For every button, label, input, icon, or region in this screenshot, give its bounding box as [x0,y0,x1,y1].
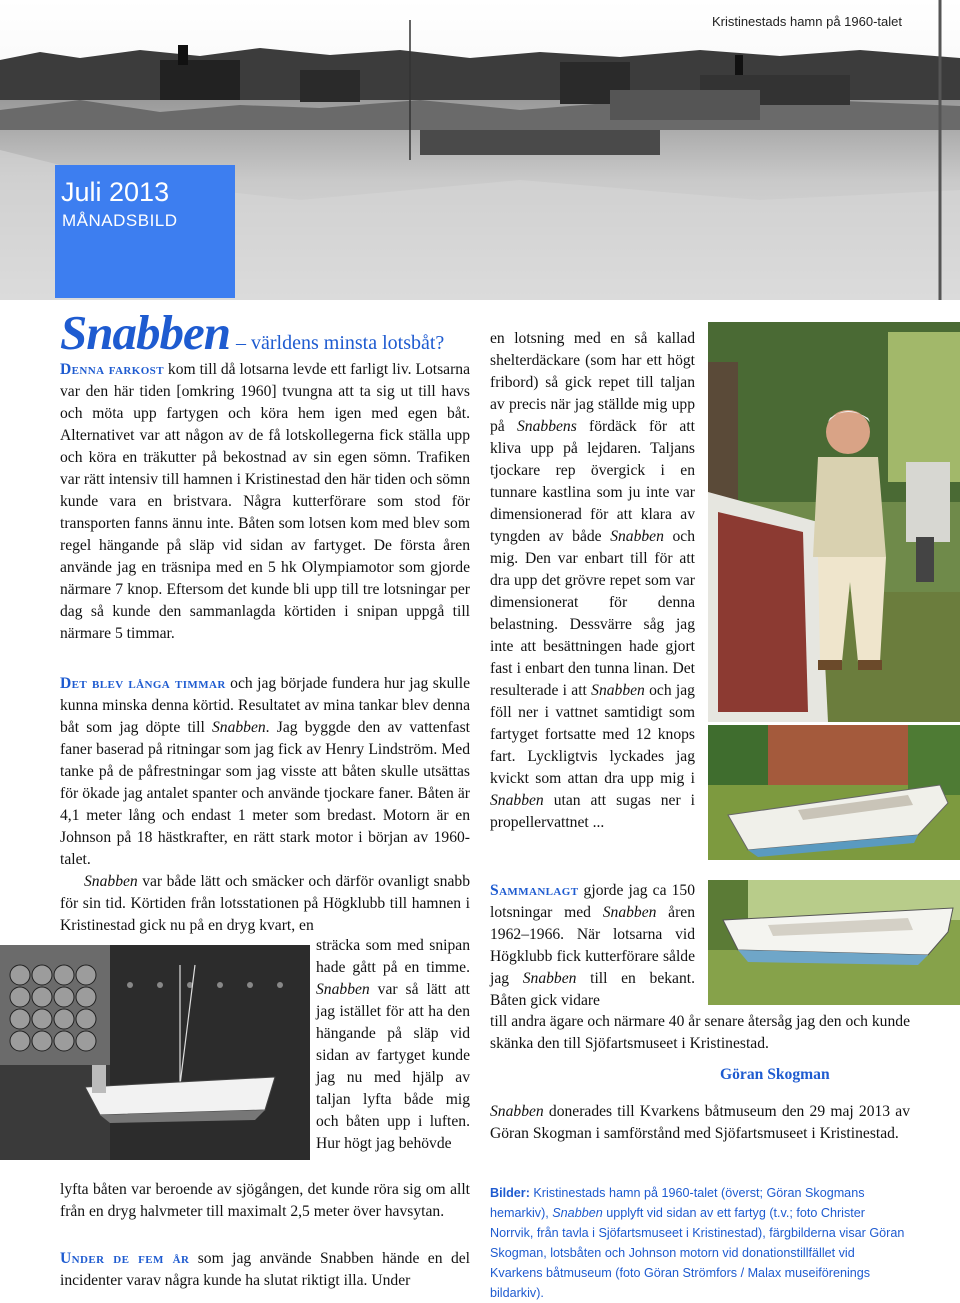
month-badge [55,165,235,298]
paragraph-text: utan att sugas ner i propellervattnet ... [490,792,695,831]
paragraph-text: och jag började fundera hur jag skulle kunna minska denna körtid. Resultatet av mina tankar blev denna båt som jag döpte till [60,675,470,736]
boat-name: Snabben [602,904,657,921]
column-2-paragraph-1 [490,328,695,834]
article-title [60,304,444,361]
paragraph-text: gjorde jag ca 150 lotsningar med [490,882,695,921]
month-subtitle: MÅNADSBILD [62,211,178,230]
boat-on-grass-photo [708,725,960,860]
paragraph-text: kom till då lotsarna levde ett farligt liv. Lotsarna var den här tiden [omkring 1960] tvungna att ta sig ut till havs och möta upp fartygen och köra hem igen med egen båt. Alternativet var att någon av de få lotskollegerna fick ställa upp och köra en träkutter på bekostnad av sin egen sömn. Trafiken var rätt intensiv till hamnen i Kristinestad den här tiden och sömn kunde vara en bristvara. Några kutterförare som stod för transporten fanns ännu inte. Båten som lotsen kom med blev som regel hängande på släp vid sidan av fartyget. De första åren använde jag en träsnipa med en 5 hk Olympiamotor som gjorde närmare 7 knop. Eftersom det kunde bli upp till tre lotsningar per dag så kunde den sammanlagda körtiden i snipan uppgå till närmare 5 timmar. [60,361,471,642]
boat-name: Snabbens [517,418,577,435]
paragraph-text: var både lätt och smäcker och därför ovanligt snabb för sin tid. Körtiden från lotsstationen på Högklubb till hamnen i Kristinestad gick nu på en dryg kvart, en [60,873,470,934]
boat-name: Snabben [522,970,577,987]
paragraph-text: sträcka som med snipan hade gått på en timme. [316,937,470,976]
running-title: Kristinestads hamn på 1960-talet [711,14,902,29]
lead-in: Under de fem år [60,1250,190,1267]
paragraph-text: och jag föll ner i vattnet samtidigt som fartyget fortsatte med 12 knops fart. Lyckligtvis lyckades jag kvickt som attan dra upp mig i [490,682,695,787]
boat-name: Snabben [84,873,138,890]
paragraph-text: åren 1962–1966. När lotsarna vid Högklubb fick kutterförare sålde jag [490,904,696,987]
paragraph-1 [60,359,470,645]
paragraph-text: och mig. Den var enbart till för att dra upp det grövre repet som var dimensionerat för denna belastning. Dessvärre såg jag inte att besättningen hade gjort fast i enbart den tunna linan. Det resulterade i att [490,528,695,699]
column-2-paragraph-2-end: till andra ägare och närmare 40 år senare återsåg jag den och kunde skänka den till Sjöfartsmuseet i Kristinestad. [490,1013,910,1052]
paragraph-3-end: lyfta båten var beroende av sjögången, det kunde röra sig om allt från en dryg halvmeter till maximalt 2,5 meter över havsytan. [60,1181,470,1220]
caption-text: Kristinestads hamn på 1960-talet (överst; Göran Skogmans hemarkiv), [490,1186,865,1220]
lead-in: Denna farkost [60,361,164,378]
boat-closeup-photo [708,880,960,1005]
author-signature: Göran Skogman [720,1066,830,1083]
paragraph-2 [60,673,470,937]
paragraph-text: . Jag byggde den av vattenfast faner baserad på ritningar som jag fick av Henry Lindström. Med tanke på de påfrestningar som jag visste att båten skulle utsättas för ökade jag antalet spanter och använde tjockare faner. Båten är 4,1 meter lång och endast 1 meter som bredast. Motorn är en Johnson på 18 hästkrafter, en rätt stark motor i början av 1960-talet. [60,719,471,868]
paragraph-text: var så lätt att jag istället för att ha den hängande på släp vid sidan av fartyget kunde jag nu med hjälp av taljan lyfta både mig och båten upp i luften. Hur högt jag behövde [316,981,470,1152]
month-label: Juli 2013 [61,177,170,207]
man-with-boat-photo [708,322,960,722]
boat-name: Snabben [211,719,266,736]
paragraph-text: fördäck för att kliva upp på lejdaren. Taljans tjockare rep övergick i en tunnare kastlina som ju inte var dimensionerad för att klara av tyngden av både [490,418,695,545]
lead-in: Det blev långa timmar [60,675,226,692]
wrapped-text [316,935,470,1155]
caption-lead: Bilder: [490,1186,530,1200]
column-2-paragraph-2 [490,880,695,1012]
paragraph-text: en lotsning med en så kallad shelterdäckare (som har ett högt fribord) så gick repet till taljan av precis när jag ställde mig upp på [490,330,695,435]
boat-hoisted-photo [0,945,310,1160]
boat-name: Snabben [316,981,370,998]
paragraph-text: donerades till Kvarkens båtmuseum den 29 maj 2013 av Göran Skogman i samförstånd med Sjöfartsmuseet i Kristinestad. [490,1103,910,1142]
boat-name: Snabben [610,528,664,545]
boat-name: Snabben [591,682,645,699]
title-subtitle: – världens minsta lotsbåt? [236,332,445,354]
boat-name: Snabben [490,1103,544,1120]
lead-in: Sammanlagt [490,882,579,899]
boat-name: Snabben [490,792,544,809]
paragraph-text: till en bekant. Båten gick vidare [490,970,695,1009]
title-main: Snabben [60,305,231,360]
paragraph-4 [60,1248,470,1292]
paragraph-text: som jag använde Snabben hände en del incidenter varav några kunde ha slutat riktigt illa. Under [60,1250,470,1289]
image-caption [490,1183,910,1303]
boat-name: Snabben [552,1206,603,1220]
caption-text: upplyft vid sidan av ett fartyg (t.v.; foto Christer Norrvik, från tavla i Sjöfartsmuseet i Kristinestad), färgbilderna visar Göran Skogman, lotsbåten och Johnson motorn vid donationstillfället vid Kvarkens båtmuseum (foto Göran Strömfors / Malax museiförenings bildarkiv). [490,1206,905,1300]
donation-note [490,1101,910,1145]
